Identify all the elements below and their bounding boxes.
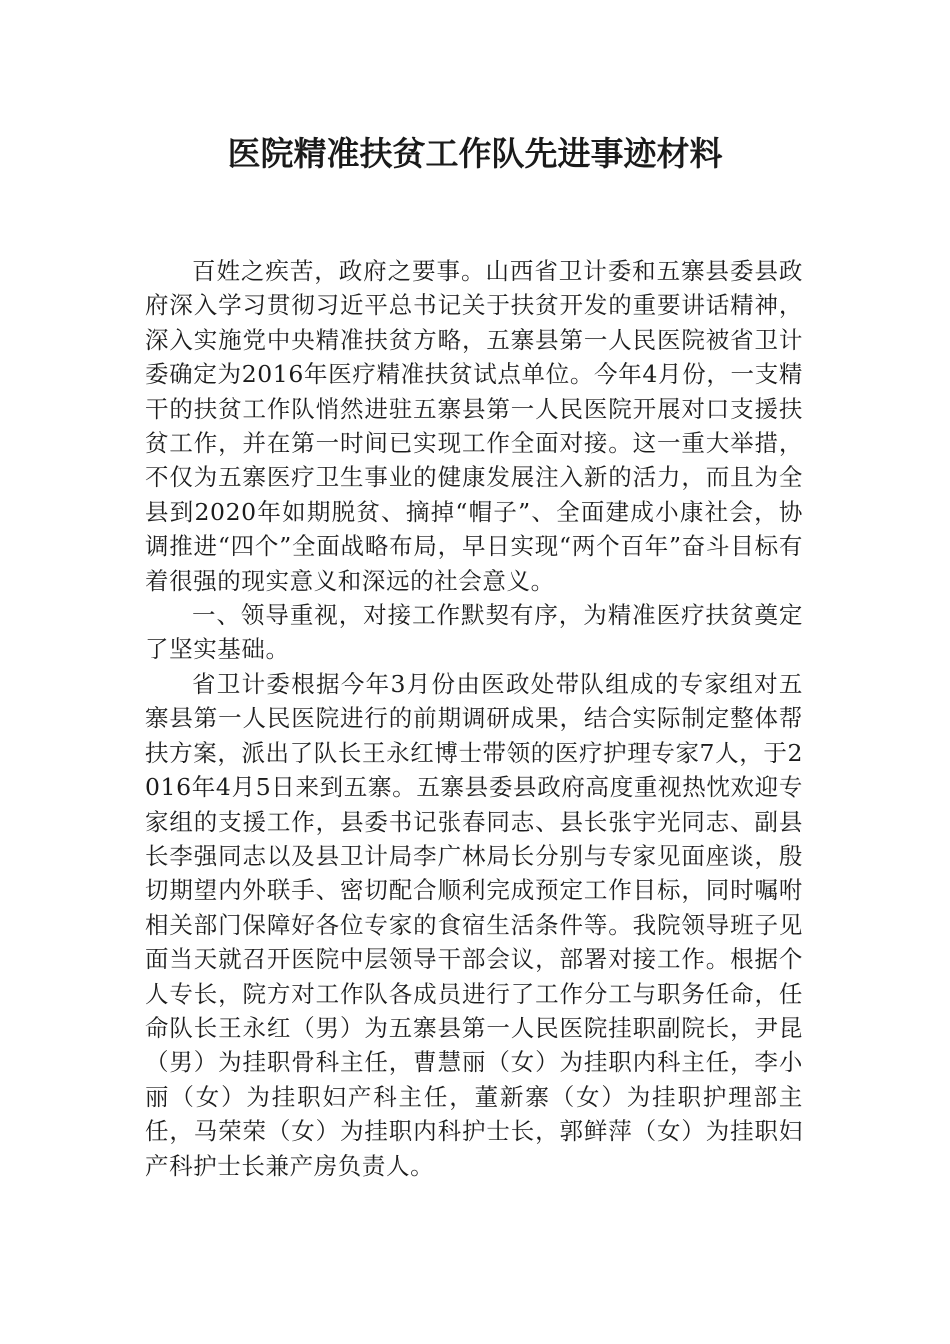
paragraph-intro: 百姓之疾苦，政府之要事。山西省卫计委和五寨县委县政府深入学习贯彻习近平总书记关于扶贫开发的重要讲话精神，深入实施党中央精准扶贫方略，五寨县第一人民医院被省卫计委确定为2016年医疗精准扶贫试点单位。今年4月份，一支精干的扶贫工作队悄然进驻五寨县第一人民医院开展对口支援扶贫工作，并在第一时间已实现工作全面对接。这一重大举措，不仅为五寨医疗卫生事业的健康发展注入新的活力，而且为全县到2020年如期脱贫、摘掉“帽子”、全面建成小康社会，协调推进“四个”全面战略布局，早日实现“两个百年”奋斗目标有着很强的现实意义和深远的社会意义。 (145, 257, 803, 595)
paragraph-section-1: 省卫计委根据今年3月份由医政处带队组成的专家组对五寨县第一人民医院进行的前期调研成果，结合实际制定整体帮扶方案，派出了队长王永红博士带领的医疗护理专家7人，于2016年4月5日来到五寨。五寨县委县政府高度重视热忱欢迎专家组的支援工作，县委书记张春同志、县长张宇光同志、副县长李强同志以及县卫计局李广林局长分别与专家见面座谈，殷切期望内外联手、密切配合顺利完成预定工作目标，同时嘱咐相关部门保障好各位专家的食宿生活条件等。我院领导班子见面当天就召开医院中层领导干部会议，部署对接工作。根据个人专长，院方对工作队各成员进行了工作分工与职务任命，任命队长王永红（男）为五寨县第一人民医院挂职副院长，尹昆（男）为挂职骨科主任，曹慧丽（女）为挂职内科主任，李小丽（女）为挂职妇产科主任，董新寨（女）为挂职护理部主任，马荣荣（女）为挂职内科护士长，郭鲜萍（女）为挂职妇产科护士长兼产房负责人。 (145, 669, 803, 1180)
document-title: 医院精准扶贫工作队先进事迹材料 (227, 134, 723, 173)
document-body (145, 254, 803, 1183)
section-heading-1: 一、领导重视，对接工作默契有序，为精准医疗扶贫奠定了坚实基础。 (145, 601, 803, 664)
